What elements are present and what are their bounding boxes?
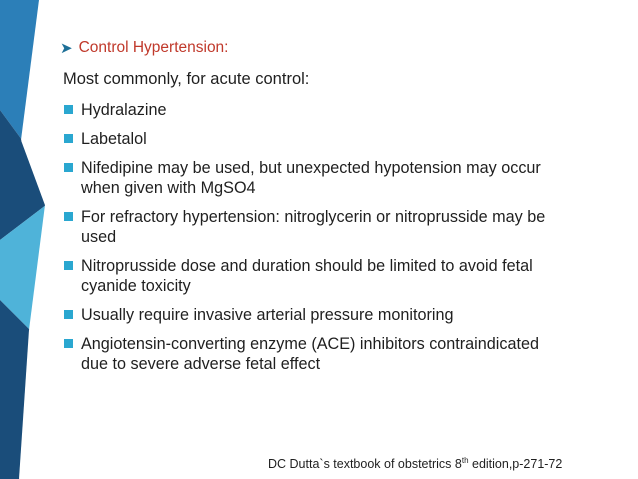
bullet-line: due to severe adverse fetal effect [81,355,321,373]
bullet-line: when given with MgSO4 [81,179,256,197]
square-bullet-icon [64,212,73,221]
bullet-item [63,334,638,374]
square-bullet-icon [64,310,73,319]
square-bullet-icon [64,105,73,114]
intro-text: Most commonly, for acute control: [63,70,310,88]
bullet-list [63,100,638,383]
bullet-line: Usually require invasive arterial pressure monitoring [81,306,454,324]
square-bullet-icon [64,339,73,348]
bullet-line: used [81,228,117,246]
bullet-line: cyanide toxicity [81,277,191,295]
citation-edition: edition,p-271-72 [468,457,563,471]
left-decoration [0,0,60,479]
citation-superscript: th [461,456,469,465]
square-bullet-icon [64,163,73,172]
square-bullet-icon [64,261,73,270]
bullet-line: Nitroprusside dose and duration should be limited to avoid fetal [81,257,533,275]
citation-text: DC Dutta`s textbook of obstetrics 8 [268,457,462,471]
bullet-line: Hydralazine [81,101,167,119]
bullet-line: For refractory hypertension: nitroglycerin or nitroprusside may be [81,208,546,226]
bullet-item [63,158,638,198]
slide-title-text: Control Hypertension: [78,39,229,56]
bullet-line: Angiotensin-converting enzyme (ACE) inhibitors contraindicated [81,335,539,353]
bullet-item [63,305,638,325]
arrow-right-icon: ➤ [60,40,73,57]
slide-title [60,37,229,59]
bullet-line: Nifedipine may be used, but unexpected hypotension may occur [81,159,541,177]
square-bullet-icon [64,134,73,143]
bullet-item [63,256,638,296]
citation [268,456,562,471]
bullet-item [63,207,638,247]
bullet-item [63,100,638,120]
bullet-item [63,129,638,149]
bullet-line: Labetalol [81,130,147,148]
